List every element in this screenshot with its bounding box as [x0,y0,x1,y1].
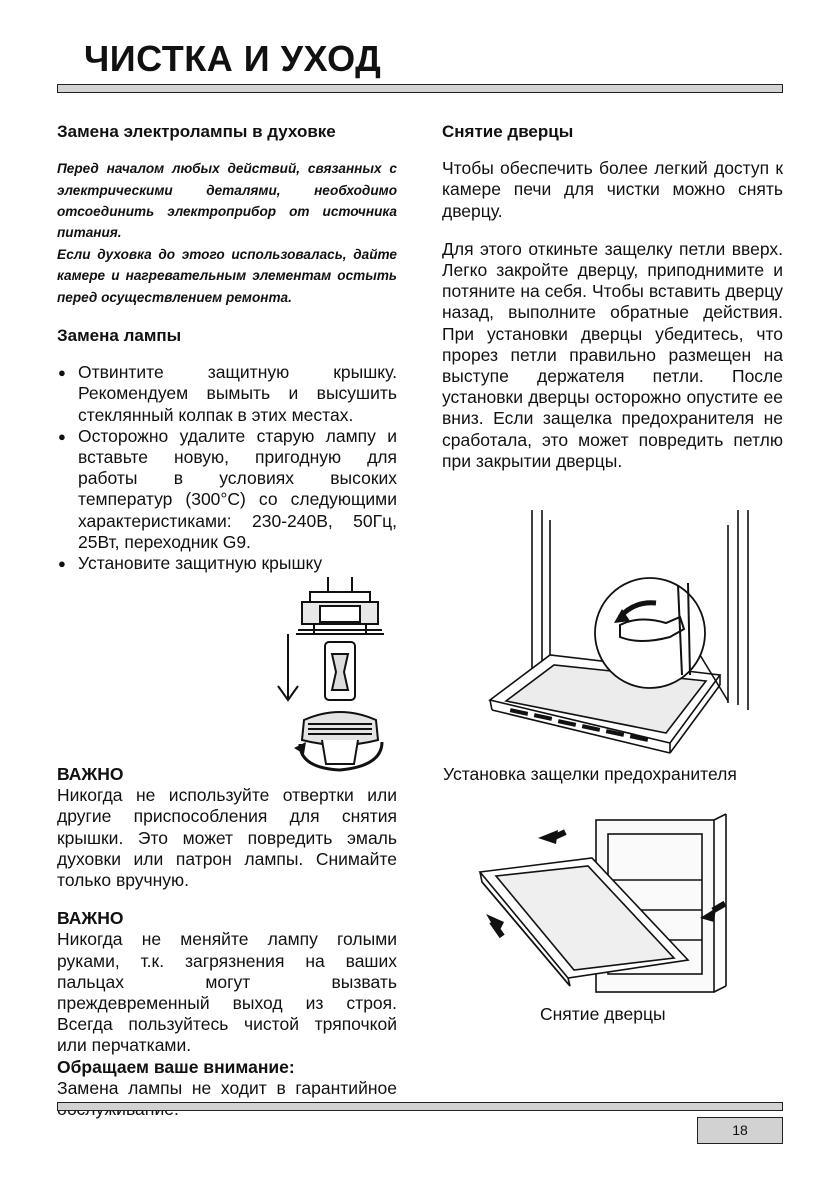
list-item: ● Установите защитную крышку [57,553,397,574]
door-intro-text: Чтобы обеспечить более легкий доступ к камере печи для чистки можно снять дверцу. [442,158,783,221]
door-removal-caption: Снятие дверцы [540,1004,666,1024]
page-number: 18 [697,1117,783,1144]
important-text-tools: Никогда не используйте отвертки или другие приспособления для снятия крышки. Это может повредить эмаль духовки или патрон лампы. Снимайте только вручную. [57,785,397,891]
lamp-replace-subheading: Замена лампы [57,326,182,346]
page-title: ЧИСТКА И УХОД [84,38,382,79]
left-column [57,121,397,574]
important-label: ВАЖНО [57,908,124,929]
important-text-hands: Никогда не меняйте лампу голыми руками, т.к. загрязнения на ваших пальцах могут вызвать преждевременный выход из строя. Всегда пользуйтесь чистой тряпочкой или перчатками. [57,929,397,1056]
hinge-latch-caption: Установка защелки предохранителя [443,764,737,784]
door-section-heading: Снятие дверцы [442,122,574,141]
warning-disconnect: Перед началом любых действий, связанных с электрическими деталями, необходимо отсоединить электроприбор от источника питания. [57,161,397,241]
lamp-section-heading: Замена электролампы в духовке [57,122,336,141]
attention-text: Замена лампы не ходит в гарантийное [57,1077,397,1098]
warning-cool-down: Если духовка до этого использовалась, дайте камере и нагревательным элементам остыть перед осуществлением ремонта. [57,246,397,305]
attention-label: Обращаем ваше внимание: [57,1056,295,1077]
door-removal-illustration [468,810,758,1000]
lamp-steps-list [57,362,397,574]
door-instructions-text: Для этого откиньте защелку петли вверх. Легко закройте дверцу, приподнимите и потяните на себя. Чтобы вставить дверцу назад, выполните обратные действия. При установки дверцы убедитесь, что прорез петли правильно размещен на выступе держателя петли. После установки дверцы осторожно опустите ее вниз. Если защелка предохранителя не сработала, это может повредить петлю при закрытии дверцы. [442,238,783,471]
important-label: ВАЖНО [57,764,124,784]
list-item: ● Осторожно удалите старую лампу и вставьте новую, пригодную для работы в условиях высоких температур (300°С) со следующими характеристиками: 230-240В, 50Гц, 25Вт, переходник G9. [57,426,397,553]
lamp-replacement-illustration [270,572,400,772]
hinge-latch-illustration [470,505,770,755]
left-column-lower [57,764,397,1120]
header-rule [57,84,783,93]
warning-block [57,158,397,308]
right-column [442,121,783,472]
footer-rule [57,1102,783,1111]
list-item: ● Отвинтите защитную крышку. Рекомендуем вымыть и высушить стеклянный колпак в этих местах. [57,362,397,426]
